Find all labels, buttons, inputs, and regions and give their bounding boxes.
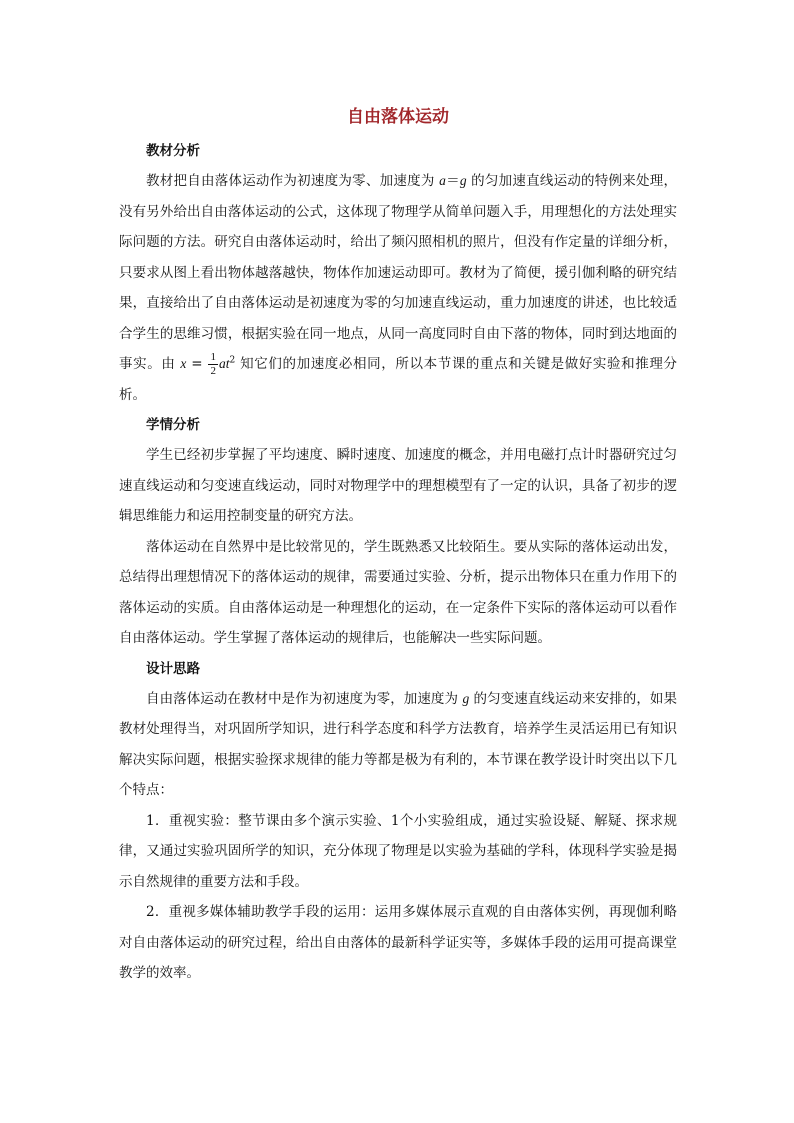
text-run: 的匀加速直线运动的特例来处理，没有另外给出自由落体运动的公式，这体现了物理学从简单问题入手，用理想化的方法处理实际问题的方法。研究自由落体运动时，给出了频闪照相机的照片，但没有作定量的详细分析，只要求从图上看出物体越落越快，物体作加速运动即可。教材为了简便，援引伽利略的研究结果，直接给出了自由落体运动是初速度为零的匀加速直线运动，重力加速度的讲述，也比较适合学生的思维习惯，根据实验在同一地点，从同一高度同时自由下落的物体，同时到达地面的事实。由 [119,173,678,372]
formula-exponent: 2 [229,355,236,366]
math-symbol-g: g [459,173,467,188]
section-heading-student-analysis: 学情分析 [146,417,200,433]
fraction-numerator: 1 [210,351,216,363]
text-run: 的匀变速直线运动来安排的，如果教材处理得当，对巩固所学知识，进行科学态度和科学方法教育，培养学生灵活运用已有知识解决实际问题，根据实验探求规律的能力等都是极为有利的，本节课在教学设计时突出以下几个特点： [119,690,678,798]
math-symbol-a: a [439,173,446,188]
formula-at: at [218,356,230,371]
student-analysis-paragraph-1: 学生已经初步掌握了平均速度、瞬时速度、加速度的概念，并用电磁打点计时器研究过匀速直线运动和匀变速直线运动，同时对物理学中的理想模型有了一定的认识，具备了初步的逻辑思维能力和运用控制变量的研究方法。 [119,447,677,524]
document-title: 自由落体运动 [347,107,449,127]
textbook-analysis-paragraph [119,166,677,410]
formula-equals: = [186,356,208,372]
math-symbol-g: g [462,690,470,706]
fraction-denominator: 2 [210,365,216,377]
math-equals: ＝ [445,173,460,189]
design-point-2: 2．重视多媒体辅助教学手段的运用：运用多媒体展示直观的自由落体实例，再现伽利略对自由落体运动的研究过程，给出自由落体的最新科学证实等，多媒体手段的运用可提高课堂教学的效率。 [119,904,677,981]
section-heading-textbook-analysis: 教材分析 [146,143,200,159]
section-heading-design-ideas: 设计思路 [146,660,200,677]
text-run: 自由落体运动在教材中是作为初速度为零，加速度为 [146,690,463,707]
student-analysis-paragraph-2: 落体运动在自然界中是比较常见的，学生既熟悉又比较陌生。要从实际的落体运动出发，总结得出理想情况下的落体运动的规律，需要通过实验、分析，提示出物体只在重力作用下的落体运动的实质。自由落体运动是一种理想化的运动，在一定条件下实际的落体运动可以看作自由落体运动。学生掌握了落体运动的规律后，也能解决一些实际问题。 [119,538,677,646]
formula-fraction [208,352,218,377]
document-page [119,100,677,989]
design-point-1: 1．重视实验：整节课由多个演示实验、1个小实验组成，通过实验设疑、解疑、探求规律，又通过实验巩固所学的知识，充分体现了物理是以实验为基础的学科，体现科学实验是揭示自然规律的重要方法和手段。 [119,812,677,890]
text-run: 知它们的加速度必相同，所以本节课的重点和关键是做好实验和推理分析。 [119,356,677,403]
formula-x: x [180,356,187,371]
text-run: 教材把自由落体运动作为初速度为零、加速度为 [146,173,440,189]
design-ideas-paragraph-1 [119,684,677,806]
